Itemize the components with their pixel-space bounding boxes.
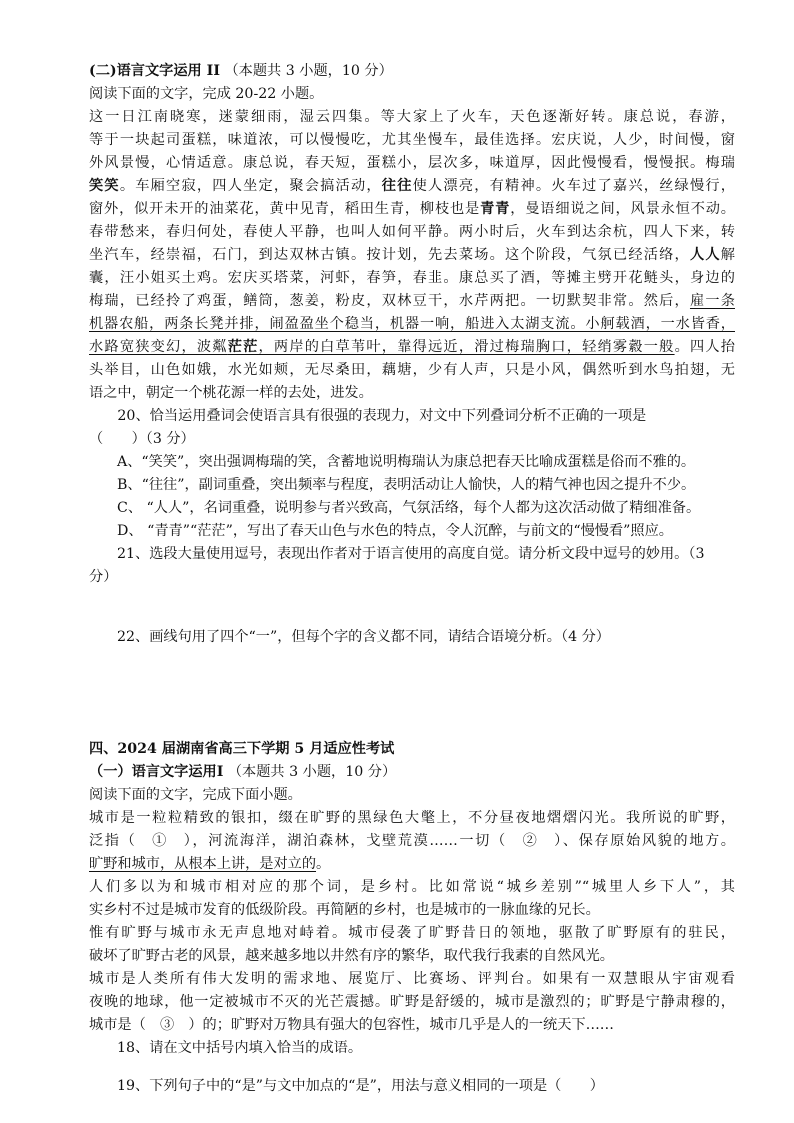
passage-line: 破坏了旷野古老的风景，越来越多地以井然有序的繁华，取代我行我素的自然风光。: [89, 948, 614, 964]
passage-line: 这一日江南晓寒，迷蒙细雨，湿云四集。等大家上了火车，天色逐渐好转。康总说，春游，: [89, 109, 735, 125]
section-heading-note: （本题共 3 小题，10 分）: [227, 764, 397, 780]
passage-line: 笑笑。车厢空寂，四人坐定，聚会搞活动，往往使人漂亮，有精神。火车过了嘉兴，丝绿慢行，: [89, 178, 735, 194]
section-heading-title: (二)语言文字运用 II: [89, 63, 220, 79]
passage-line: 水路宽狭变幻，波粼茫茫，两岸的白草苇叶，靠得远近，滑过梅瑞胸口，轻绡雾縠一般。四人抬: [89, 339, 735, 355]
q20-option-b: B、“往往”，副词重叠，突出频率与程度，表明活动让人愉快，人的精气神也因之提升不少。: [117, 477, 696, 493]
underlined-sentence: 旷野和城市，从根本上讲，是对立的: [89, 856, 317, 872]
instruction: 阅读下面的文字，完成 20-22 小题。: [89, 86, 324, 102]
q21-stem: 分）: [89, 569, 118, 585]
passage-line: 窗外，似开未开的油菜花，黄中见青，稻田生青，柳枝也是青青，曼语细说之间，风景永恒不动。: [89, 201, 735, 217]
passage-line: 旷野和城市，从根本上讲，是对立的。: [89, 856, 331, 872]
passage-line: 等于一块起司蛋糕，味道浓，可以慢慢吃，尤其坐慢车，最佳选择。宏庆说，人少，时间慢，窗: [89, 132, 735, 148]
passage-line: 城市是（ ③ ）的；旷野对万物具有强大的包容性，城市几乎是人的一统天下……: [89, 1017, 614, 1033]
passage-line: [89, 313, 735, 336]
q20-option-d: D、 “青青”“茫茫”，写出了春天山色与水色的特点，令人沉醉，与前文的“慢慢看”照应。: [117, 523, 673, 539]
section-heading-note: （本题共 3 小题，10 分）: [224, 63, 393, 79]
passage-line: 实乡村不过是城市发育的低级阶段。再简陋的乡村，也是城市的一脉血缘的兄长。: [89, 902, 600, 918]
section-heading: [89, 60, 393, 83]
passage-line: 惟有旷野与城市永无声息地对峙着。城市侵袭了旷野昔日的领地，驱散了旷野原有的驻民，: [89, 925, 735, 941]
passage-line: 坐汽车，经崇福，石门，到达双林古镇。按计划，先去菜场。这个阶段，气氛已经活络，人人解: [89, 247, 735, 263]
passage-line: 囊，汪小姐买土鸡。宏庆买塔菜，河虾，春笋，春韭。康总买了酒，等摊主劈开花鲢头，身边的: [89, 270, 735, 286]
section-heading: [89, 761, 396, 784]
q22-stem: 22、画线句用了四个“一”，但每个字的含义都不同，请结合语境分析。（4 分）: [117, 629, 610, 645]
passage-line: 语之中，朝定一个桃花源一样的去处，进发。: [89, 385, 373, 401]
bold-word: 往往: [381, 178, 413, 194]
q20-option-a: A、“笑笑”，突出强调梅瑞的笑，含蓄地说明梅瑞认为康总把春天比喻成蛋糕是俗而不雅的。: [117, 454, 696, 470]
bold-word: 茫茫: [227, 339, 259, 355]
bold-word: 笑笑: [89, 178, 120, 194]
underlined-sentence: 水路宽狭变幻，波粼: [89, 339, 228, 355]
section-heading-title: （一）语言文字运用Ⅰ: [89, 764, 224, 780]
exam-title: 四、2024 届湖南省高三下学期 5 月适应性考试: [89, 741, 395, 757]
instruction: 阅读下面的文字，完成下面小题。: [89, 787, 302, 803]
passage-line: 外风景慢，心情适意。康总说，春天短，蛋糕小，层次多，味道厚，因此慢慢看，慢慢抿。梅瑞: [89, 155, 735, 171]
passage-line: 城市是一粒粒精致的银扣，缀在旷野的黑绿色大氅上，不分昼夜地熠熠闪光。我所说的旷野，: [89, 810, 735, 826]
underlined-sentence: 机器农船，两条长凳并排，闹盈盈坐个稳当，机器一响，船进入太湖支流。小舸载酒，一水皆香，: [89, 316, 735, 332]
passage-line: 泛指（ ① ），河流海洋，湖泊森林，戈壁荒漠……一切（ ② ）、保存原始风貌的地方。: [89, 833, 735, 849]
passage-line: 夜晚的地球，他一定被城市不灭的光芒震撼。旷野是舒缓的，城市是激烈的；旷野是宁静肃穆的，: [89, 994, 735, 1010]
passage-line: 梅瑞，已经拎了鸡蛋，鳝筒，葱姜，粉皮，双林豆干，水芹两把。一切默契非常。然后，雇一条: [89, 293, 735, 309]
bold-word: 人人: [689, 247, 721, 263]
q20-stem: 20、恰当运用叠词会使语言具有很强的表现力，对文中下列叠词分析不正确的一项是: [117, 408, 647, 424]
passage-line: 春带愁来，春归何处，春使人平静，也叫人如何平静。两小时后，火车到达余杭，四人下来，转: [89, 224, 735, 240]
passage-line: 城市是人类所有伟大发明的需求地、展览厅、比赛场、评判台。如果有一双慧眼从宇宙观看: [89, 971, 735, 987]
q18-stem: 18、请在文中括号内填入恰当的成语。: [117, 1040, 363, 1056]
passage-line: 人们多以为和城市相对应的那个词，是乡村。比如常说“城乡差别”“城里人乡下人”，其: [89, 879, 735, 895]
q20-option-c: C、 “人人”，名词重叠，说明参与者兴致高，气氛活络，每个人都为这次活动做了精细准备。: [117, 500, 701, 516]
bold-word: 青青: [480, 201, 511, 217]
underlined-sentence: ，两岸的白草苇叶，靠得远近，滑过梅瑞胸口，轻绡雾縠一般: [258, 339, 675, 355]
q21-stem: 21、选段大量使用逗号，表现出作者对于语言使用的高度自觉。请分析文段中逗号的妙用。（3: [117, 546, 705, 562]
q19-stem: 19、下列句子中的“是”与文中加点的“是”，用法与意义相同的一项是（ ）: [117, 1078, 604, 1094]
passage-line: 头举目，山色如娥，水光如颊，无尽桑田，藕塘，少有人声，只是小风，偶然听到水鸟拍翅，无: [89, 362, 735, 378]
q20-stem: （ ）（3 分）: [89, 431, 195, 447]
underlined-sentence: 雇一条: [689, 293, 735, 309]
